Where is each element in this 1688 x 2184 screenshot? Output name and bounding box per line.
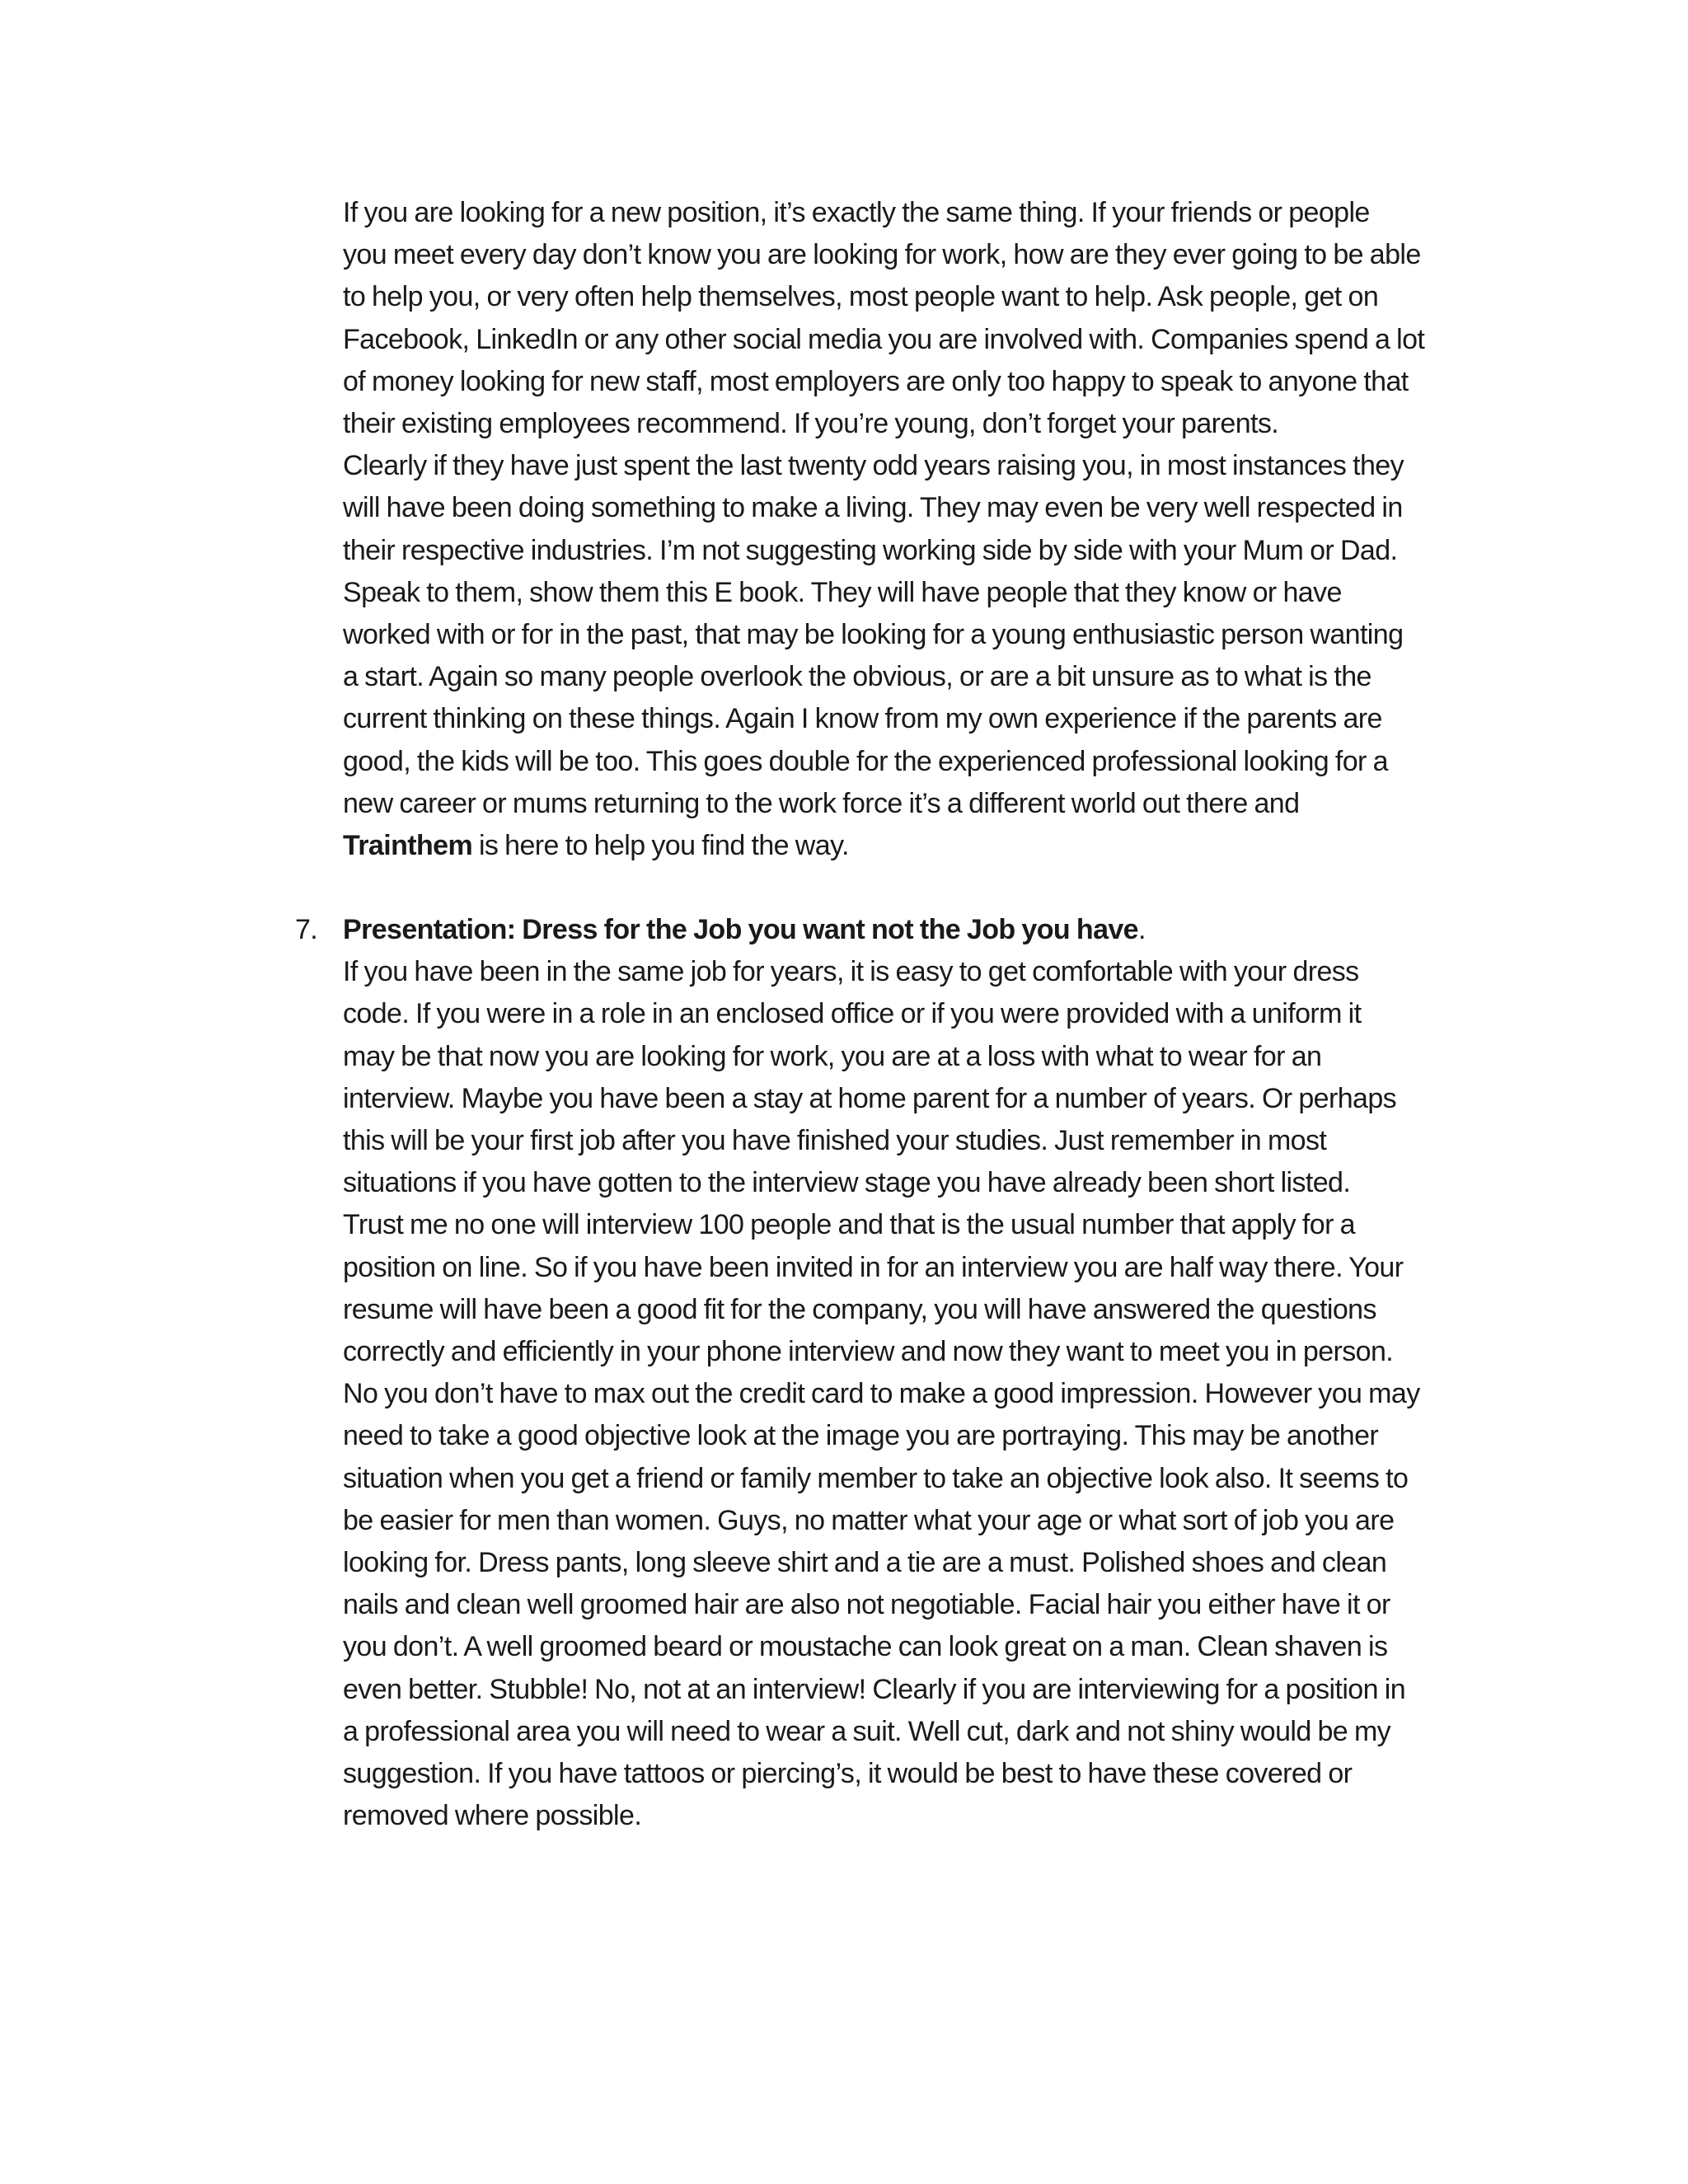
paragraph-line: situation when you get a friend or family member to take an objective look also. It seems to [343,1462,1409,1494]
paragraph-line: situations if you have gotten to the interview stage you have already been short listed. [343,1167,1351,1199]
paragraph-line: suggestion. If you have tattoos or piercing’s, it would be best to have these covered or [343,1758,1353,1790]
paragraph-line: resume will have been a good fit for the company, you will have answered the questions [343,1293,1376,1325]
paragraph-line: worked with or for in the past, that may be looking for a young enthusiastic person wanting [343,619,1404,651]
paragraph-line: interview. Maybe you have been a stay at home parent for a number of years. Or perhaps [343,1082,1397,1114]
paragraph-line: Clearly if they have just spent the last twenty odd years raising you, in most instances they [343,450,1404,482]
paragraph-line: current thinking on these things. Again I know from my own experience if the parents are [343,703,1382,735]
paragraph-line: of money looking for new staff, most employers are only too happy to speak to anyone that [343,365,1409,397]
paragraph-line: even better. Stubble! No, not at an interview! Clearly if you are interviewing for a position in [343,1673,1406,1705]
paragraph-line: their existing employees recommend. If you’re young, don’t forget your parents. [343,408,1279,440]
paragraph-line: If you are looking for a new position, it’s exactly the same thing. If your friends or people [343,197,1370,228]
paragraph-line: a professional area you will need to wear a suit. Well cut, dark and not shiny would be my [343,1715,1391,1747]
paragraph-line: correctly and efficiently in your phone interview and now they want to meet you in person. [343,1336,1394,1368]
paragraph-line: No you don’t have to max out the credit card to make a good impression. However you may [343,1378,1420,1410]
paragraph-line: nails and clean well groomed hair are also not negotiable. Facial hair you either have it or [343,1589,1390,1621]
section-one-paragraph [343,192,1505,867]
paragraph-line: to help you, or very often help themselves, most people want to help. Ask people, get on [343,281,1379,313]
list-item-number: 7. [295,914,318,945]
section-heading: Presentation: Dress for the Job you want not the Job you have [343,914,1138,945]
paragraph-line: good, the kids will be too. This goes double for the experienced professional looking for a [343,745,1388,777]
paragraph-line: Trust me no one will interview 100 people and that is the usual number that apply for a [343,1209,1355,1241]
paragraph-line-rest: is here to help you find the way. [472,830,849,862]
paragraph-line: removed where possible. [343,1800,642,1832]
paragraph-line: you meet every day don’t know you are looking for work, how are they ever going to be able [343,239,1421,271]
paragraph-line: their respective industries. I’m not suggesting working side by side with your Mum or Dad. [343,534,1398,566]
paragraph-line: be easier for men than women. Guys, no matter what your age or what sort of job you are [343,1504,1395,1536]
paragraph-line: new career or mums returning to the work force it’s a different world out there and [343,787,1300,819]
trainthem-brand-text: Trainthem [343,830,473,862]
paragraph-line: Facebook, LinkedIn or any other social media you are involved with. Companies spend a lot [343,323,1425,355]
paragraph-last-line [343,825,1505,867]
paragraph-line: need to take a good objective look at the image you are portraying. This may be another [343,1420,1379,1452]
paragraph-line: a start. Again so many people overlook the obvious, or are a bit unsure as to what is the [343,661,1372,693]
paragraph-line: may be that now you are looking for work, you are at a loss with what to wear for an [343,1040,1322,1072]
paragraph-line: position on line. So if you have been invited in for an interview you are half way there. Your [343,1251,1404,1283]
section-heading-period: . [1138,914,1146,945]
paragraph-line: this will be your first job after you have finished your studies. Just remember in most [343,1125,1327,1157]
paragraph-line: you don’t. A well groomed beard or moustache can look great on a man. Clean shaven is [343,1631,1388,1663]
paragraph-line: Speak to them, show them this E book. They will have people that they know or have [343,576,1342,608]
paragraph-line: will have been doing something to make a living. They may even be very well respected in [343,492,1403,524]
paragraph-line: looking for. Dress pants, long sleeve shirt and a tie are a must. Polished shoes and clean [343,1547,1387,1579]
paragraph-line: code. If you were in a role in an enclosed office or if you were provided with a uniform it [343,998,1362,1030]
paragraph-line: If you have been in the same job for years, it is easy to get comfortable with your dress [343,956,1359,988]
list-item-heading [295,909,1505,951]
section-seven [295,909,1505,1837]
